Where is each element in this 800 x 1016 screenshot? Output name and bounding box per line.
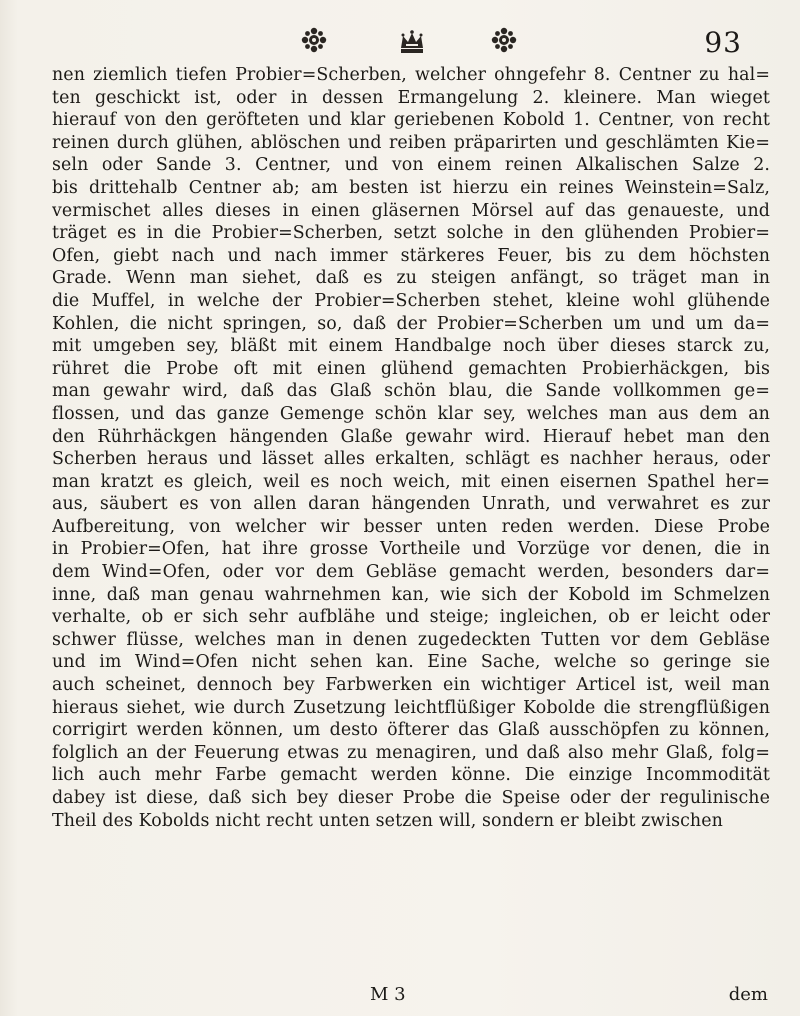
- text-line: folglich an der Feuerung etwas zu menagiren, und daß also mehr Glaß, folg=: [52, 742, 770, 763]
- text-line: lich auch mehr Farbe gemacht werden könne. Die einzige Incommodität: [52, 765, 770, 786]
- page-header: [0, 22, 800, 62]
- signature-mark: M 3: [370, 984, 406, 1005]
- text-line: dem Wind=Ofen, oder vor dem Gebläse gemacht werden, besonders dar=: [52, 562, 770, 583]
- catchword: dem: [728, 984, 768, 1005]
- text-line: schwer flüsse, welches man in denen zugedeckten Tutten vor dem Gebläse: [52, 629, 770, 650]
- text-line: Ofen, giebt nach und nach immer stärkeres Feuer, bis zu dem höchsten: [52, 245, 770, 266]
- text-line: bis drittehalb Centner ab; am besten ist hierzu ein reines Weinstein=Salz,: [52, 177, 770, 198]
- text-line: Aufbereitung, von welcher wir besser unten reden werden. Diese Probe: [52, 516, 770, 537]
- text-line: inne, daß man genau wahrnehmen kan, wie sich der Kobold im Schmelzen: [52, 584, 770, 605]
- text-line: hierauf von den geröfteten und klar geriebenen Kobold 1. Centner, von recht: [52, 110, 770, 131]
- page-footer: [0, 984, 800, 1008]
- text-line: ten geschickt ist, oder in dessen Ermangelung 2. kleinere. Man wieget: [52, 87, 770, 108]
- page-number: 93: [704, 26, 742, 59]
- text-line: man kratzt es gleich, weil es noch weich, mit einen eisernen Spathel her=: [52, 471, 770, 492]
- text-line: auch scheinet, dennoch bey Farbwerken ein wichtiger Articel ist, weil man: [52, 675, 770, 696]
- text-line: Kohlen, die nicht springen, so, daß der Probier=Scherben um und um da=: [52, 313, 770, 334]
- text-line: dabey ist diese, daß sich bey dieser Probe die Speise oder der regulinische: [52, 788, 770, 808]
- text-line: die Muffel, in welche der Probier=Scherben stehet, kleine wohl glühende: [52, 290, 770, 311]
- floral-ornament-icon: [490, 26, 518, 54]
- text-line: reinen durch glühen, ablöschen und reiben präparirten und geschlämten Kie=: [52, 132, 770, 153]
- text-line: mit umgeben sey, bläßt mit einem Handbalge noch über dieses starck zu,: [52, 336, 770, 357]
- text-line: in Probier=Ofen, hat ihre grosse Vortheile und Vorzüge vor denen, die in: [52, 539, 770, 560]
- text-line: flossen, und das ganze Gemenge schön klar sey, welches man aus dem an: [52, 403, 770, 424]
- text-line: man gewahr wird, daß das Glaß schön blau, die Sande vollkommen ge=: [52, 381, 770, 402]
- body-text: [52, 64, 770, 832]
- text-line: corrigirt werden können, um desto öfterer das Glaß ausschöpfen zu können,: [52, 720, 770, 741]
- text-line: den Rührhäckgen hängenden Glaße gewahr wird. Hierauf hebet man den: [52, 426, 770, 447]
- floral-ornament-icon: [300, 26, 328, 54]
- text-line: rühret die Probe oft mit einen glühend gemachten Probierhäckgen, bis: [52, 358, 770, 379]
- text-line: Scherben heraus und lässet alles erkalten, schlägt es nachher heraus, oder: [52, 449, 770, 470]
- header-ornaments: [300, 22, 520, 62]
- text-line: hieraus siehet, wie durch Zusetzung leichtflüßiger Kobolde die strengflüßigen: [52, 697, 770, 718]
- text-line: und im Wind=Ofen nicht sehen kan. Eine Sache, welche so geringe sie: [52, 652, 770, 673]
- text-line: träget es in die Probier=Scherben, setzt solche in den glühenden Probier=: [52, 223, 770, 244]
- text-line: aus, säubert es von allen daran hängenden Unrath, und verwahret es zur: [52, 494, 770, 515]
- text-line: Grade. Wenn man siehet, daß es zu steigen anfängt, so träget man in: [52, 268, 770, 289]
- text-line: Theil des Kobolds nicht recht unten setzen will, sondern er bleibt zwischen: [52, 810, 723, 831]
- text-line: seln oder Sande 3. Centner, und von einem reinen Alkalischen Salze 2.: [52, 155, 770, 176]
- text-line: nen ziemlich tiefen Probier=Scherben, welcher ohngefehr 8. Centner zu hal=: [52, 65, 770, 85]
- text-line: vermischet alles dieses in einen gläsernen Mörsel auf das genaueste, und: [52, 200, 770, 221]
- text-line: verhalte, ob er sich sehr aufblähe und steige; ingleichen, ob er leicht oder: [52, 607, 770, 628]
- crown-ornament-icon: [398, 28, 426, 56]
